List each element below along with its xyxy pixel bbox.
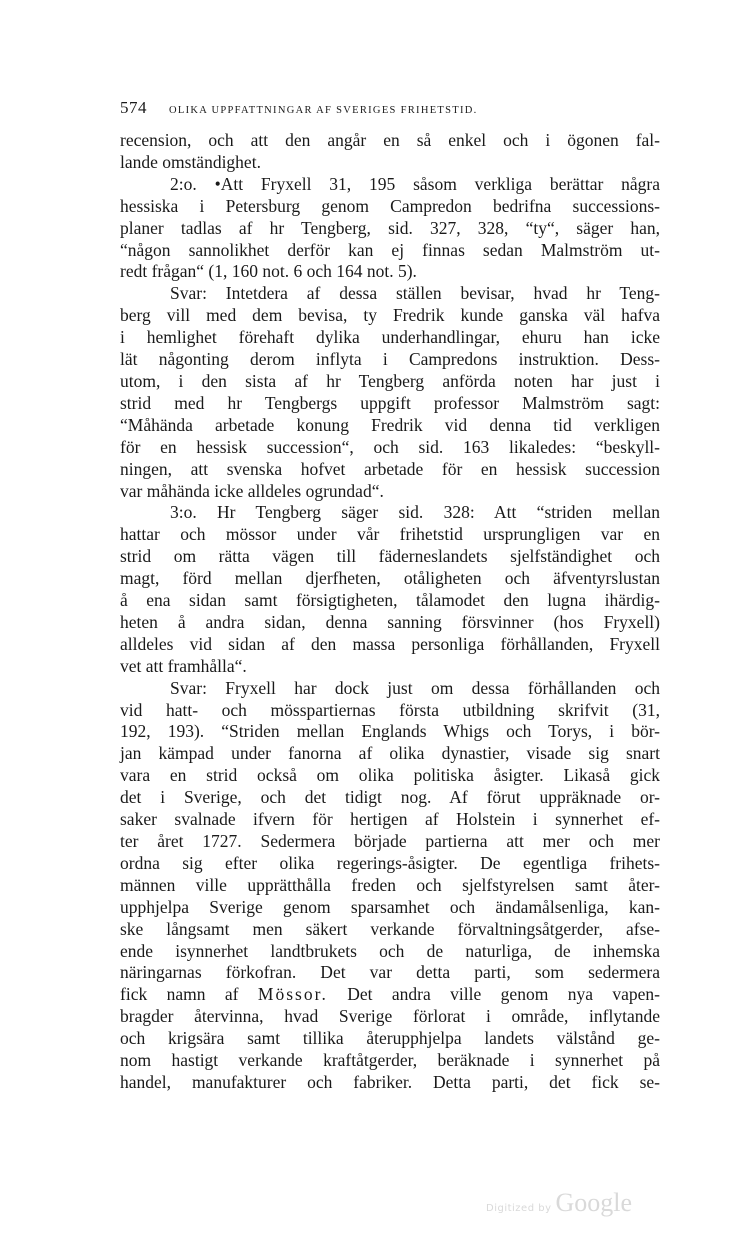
text-line: hattar och mössor under vår frihetstid ursprungligen var en bbox=[120, 524, 660, 545]
text-line: vid hatt- och mösspartiernas första utbildning skrifvit (31, bbox=[120, 699, 660, 720]
text-line: näringarnas förkofran. Det var detta parti, som sedermera bbox=[120, 962, 660, 983]
text-line: Svar: Intetdera af dessa ställen bevisar, hvad hr Teng- bbox=[170, 283, 660, 304]
text-line: å ena sidan samt försigtigheten, tålamodet den lugna ihärdig- bbox=[120, 590, 660, 611]
page-number: 574 bbox=[120, 98, 147, 117]
text-line: och krigsära samt tillika återupphjelpa landets välstånd ge- bbox=[120, 1028, 660, 1049]
text-line: strid om rätta vägen till fäderneslandets sjelfständighet och bbox=[120, 546, 660, 567]
text-line: alldeles vid sidan af den massa personliga förhållanden, Fryxell bbox=[120, 633, 660, 654]
text-line: var måhända icke alldeles ogrundad“. bbox=[120, 480, 384, 501]
text-line: berg vill med dem bevisa, ty Fredrik kunde ganska väl hafva bbox=[120, 305, 660, 326]
text-line: recension, och att den angår en så enkel och i ögonen fal- bbox=[120, 130, 660, 150]
text-fragment: Det andra ville genom nya vapen- bbox=[347, 984, 660, 1005]
text-line: det i Sverige, och det tidigt nog. Af förut uppräknade or- bbox=[120, 787, 660, 808]
running-header bbox=[120, 98, 660, 120]
text-line: handel, manufakturer och fabriker. Detta parti, det fick se- bbox=[120, 1071, 660, 1092]
text-line: männen ville upprätthålla freden och sjelfstyrelsen samt åter- bbox=[120, 874, 660, 895]
text-line: “någon sannolikhet derför kan ej finnas sedan Malmström ut- bbox=[120, 239, 660, 260]
text-fragment: fick namn af bbox=[120, 984, 258, 1005]
text-line: lande omständighet. bbox=[120, 151, 261, 172]
book-page bbox=[120, 98, 660, 1094]
text-line: vet att framhålla“. bbox=[120, 655, 247, 676]
text-line: hessiska i Petersburg genom Campredon bedrifna successions- bbox=[120, 195, 660, 216]
text-line: planer tadlas af hr Tengberg, sid. 327, 328, “ty“, säger han, bbox=[120, 217, 660, 238]
running-title: OLIKA UPPFATTNINGAR AF SVERIGES FRIHETSTID. bbox=[169, 105, 478, 116]
text-line: 3:o. Hr Tengberg säger sid. 328: Att “striden mellan bbox=[170, 502, 660, 523]
body-text bbox=[120, 130, 660, 1094]
text-line: ske långsamt men säkert verkande förvaltningsåtgerder, afse- bbox=[120, 918, 660, 939]
text-line: vara en strid också om olika politiska åsigter. Likaså gick bbox=[120, 765, 660, 786]
text-line: för en hessisk succession“, och sid. 163 likaledes: “beskyll- bbox=[120, 436, 660, 457]
text-line: Svar: Fryxell har dock just om dessa förhållanden och bbox=[170, 677, 660, 698]
text-line: saker svalnade ifvern för hertigen af Holstein i synnerhet ef- bbox=[120, 809, 660, 830]
text-line: strid med hr Tengbergs uppgift professor Malmström sagt: bbox=[120, 392, 660, 413]
text-line: nom hastigt verkande kraftåtgerder, beräknade i synnerhet på bbox=[120, 1050, 660, 1071]
text-line: bragder återvinna, hvad Sverige förlorat i område, inflytande bbox=[120, 1006, 660, 1027]
text-line: magt, förd mellan djerfheten, otåligheten och äfventyrslustan bbox=[120, 568, 660, 589]
spaced-word: Mössor. bbox=[257, 984, 328, 1005]
text-line: 2:o. •Att Fryxell 31, 195 såsom verkliga berättar några bbox=[170, 173, 660, 194]
watermark-brand: Google bbox=[555, 1188, 633, 1217]
watermark-prefix: Digitized by bbox=[486, 1203, 552, 1214]
text-line: upphjelpa Sverige genom sparsamhet och ändamålsenliga, kan- bbox=[120, 896, 660, 917]
text-line: ningen, att svenska hofvet arbetade för en hessisk succession bbox=[120, 458, 660, 479]
text-line: lät någonting derom inflyta i Campredons instruktion. Dess- bbox=[120, 349, 660, 370]
text-line: utom, i den sista af hr Tengberg anförda noten har just i bbox=[120, 370, 660, 391]
digitization-watermark bbox=[486, 1188, 632, 1218]
text-line: heten å andra sidan, denna sanning försvinner (hos Fryxell) bbox=[120, 611, 660, 632]
text-line: ter året 1727. Sedermera började partierna att mer och mer bbox=[120, 831, 660, 851]
text-line-mixed bbox=[120, 984, 660, 1006]
text-line: ende isynnerhet landtbrukets och de naturliga, de inhemska bbox=[120, 940, 660, 961]
text-line: jan kämpad under fanorna af olika dynastier, visade sig snart bbox=[120, 743, 660, 764]
text-line: redt frågan“ (1, 160 not. 6 och 164 not. 5). bbox=[120, 261, 417, 282]
text-line: “Måhända arbetade konung Fredrik vid denna tid verkligen bbox=[120, 414, 660, 435]
text-line: ordna sig efter olika regerings-åsigter. De egentliga frihets- bbox=[120, 852, 660, 873]
text-line: 192, 193). “Striden mellan Englands Whigs och Torys, i bör- bbox=[120, 721, 660, 742]
text-line: i hemlighet förehaft dylika underhandlingar, ehuru han icke bbox=[120, 327, 660, 348]
